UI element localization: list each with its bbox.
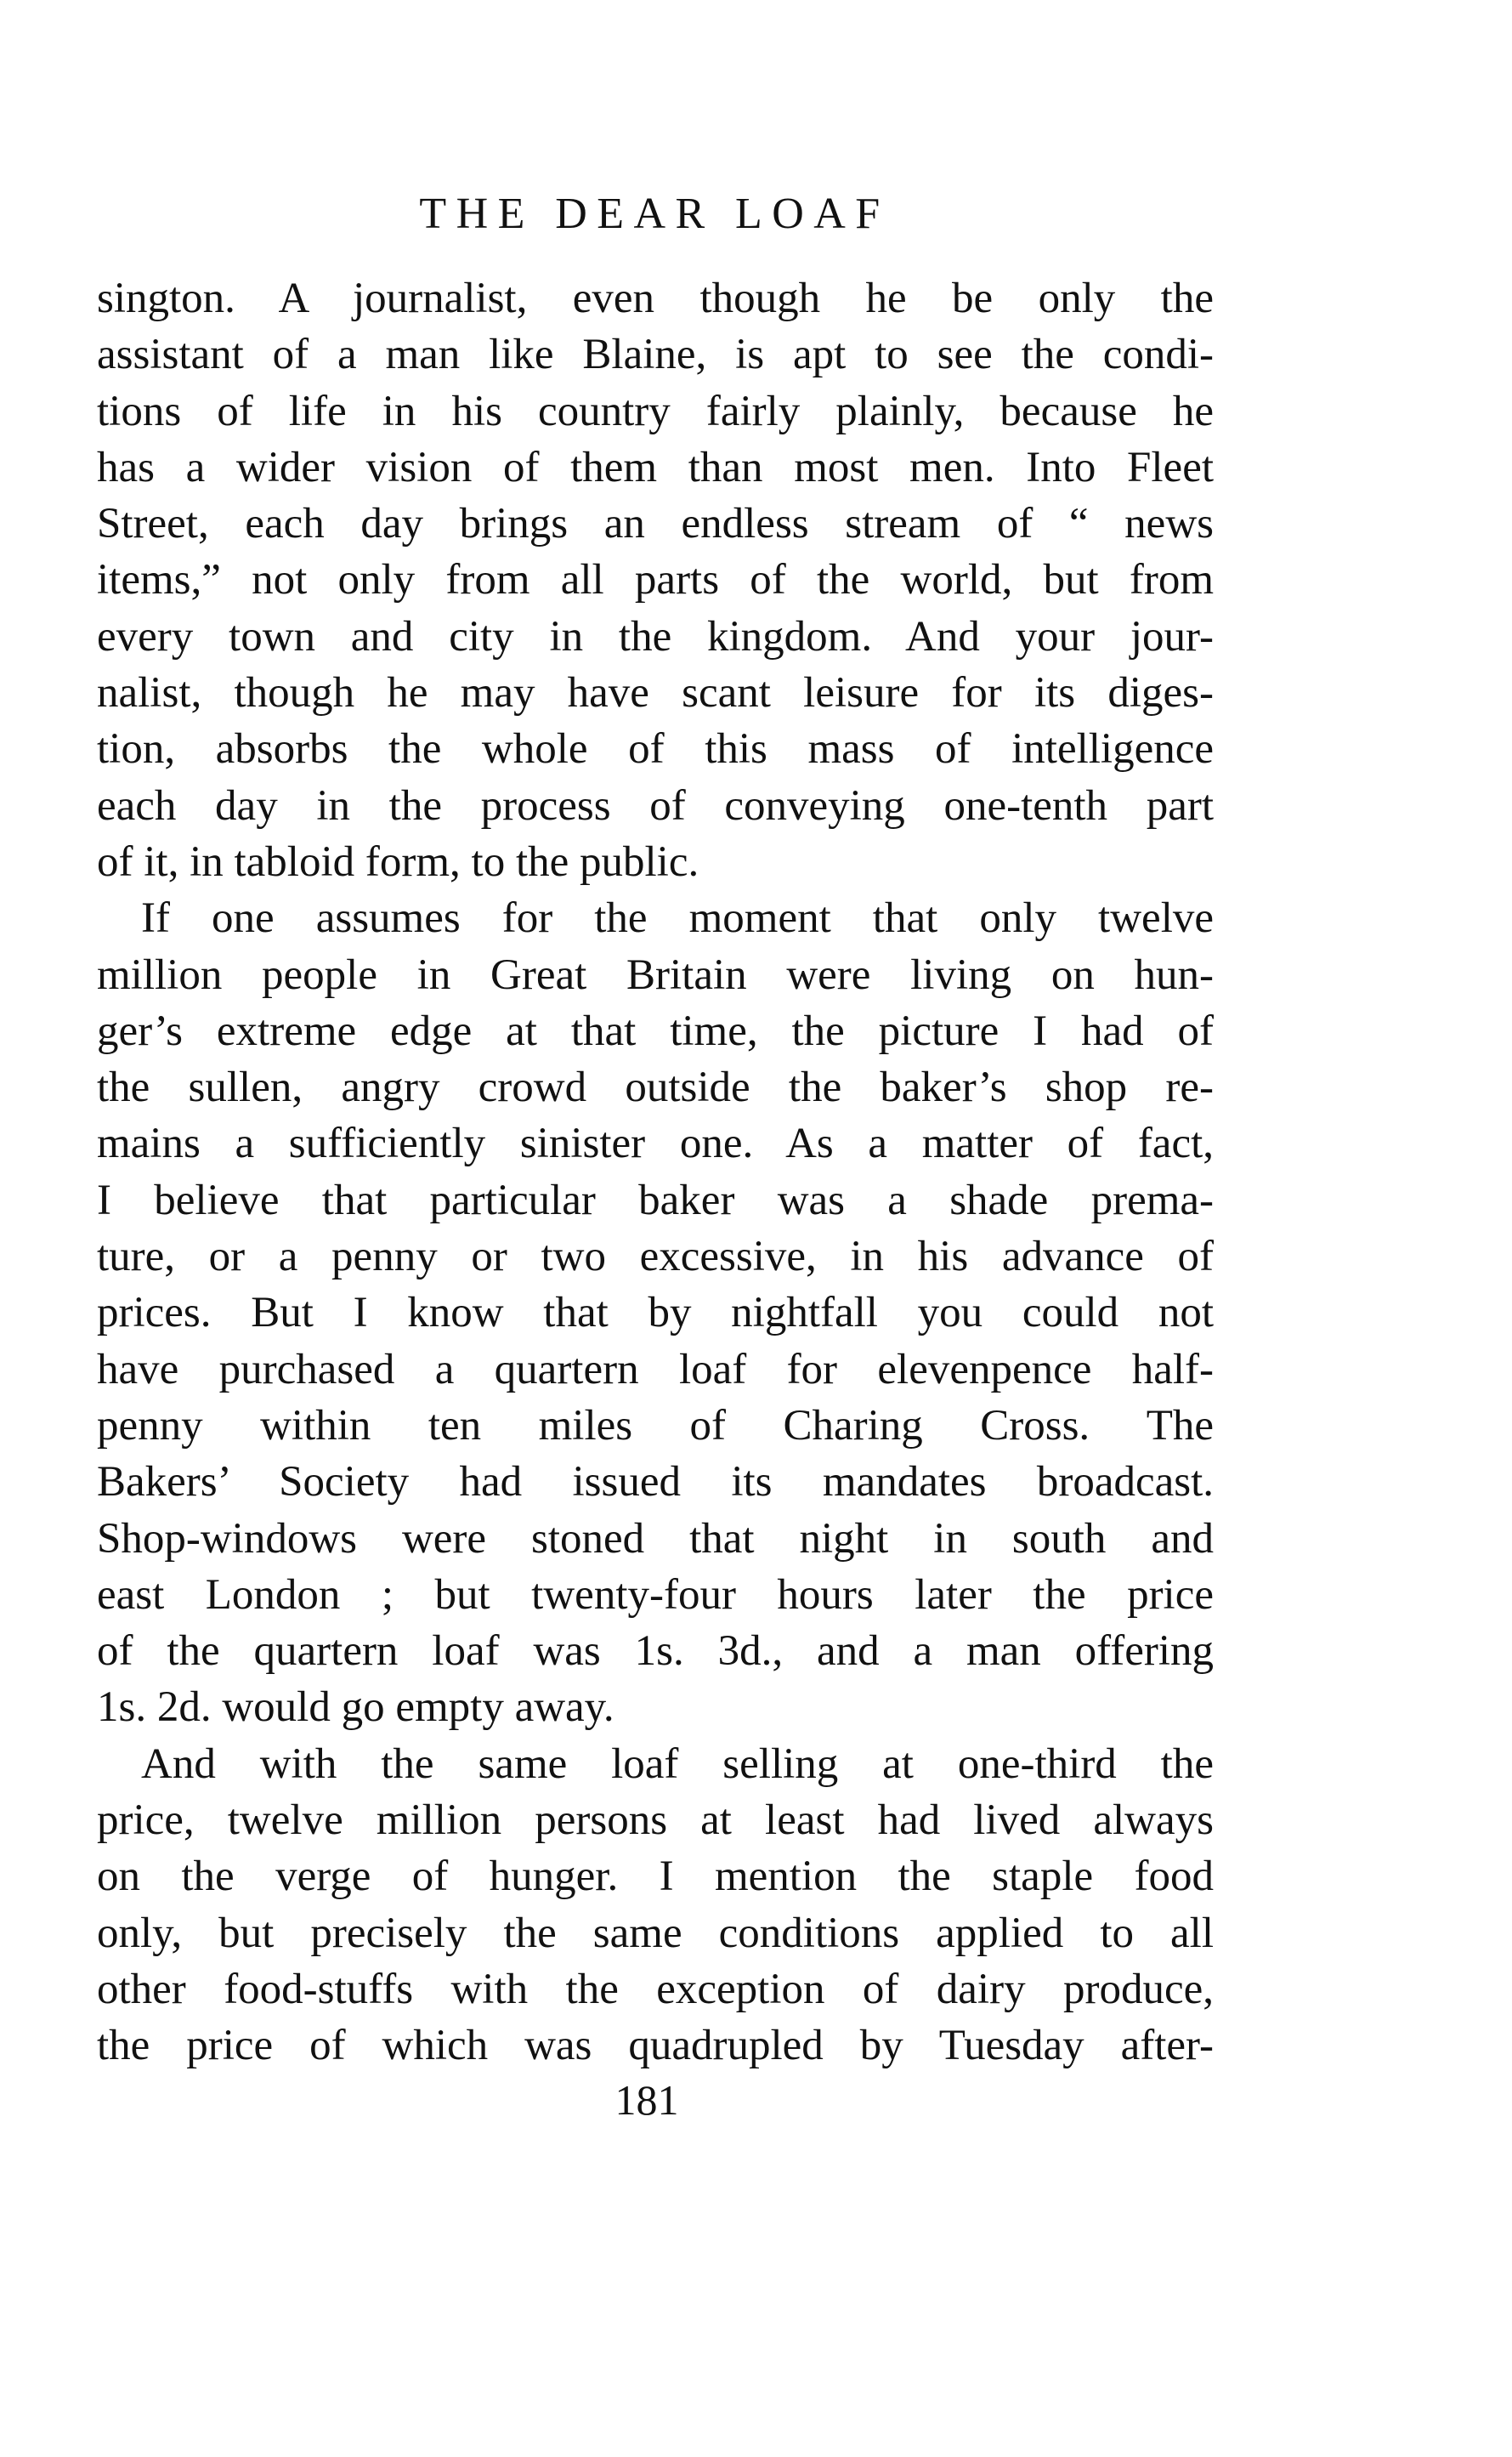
text-line: of it, in tabloid form, to the public. bbox=[97, 837, 699, 886]
text-line: Bakers’ Society had issued its mandates broadcast. bbox=[97, 1458, 1214, 1507]
text-line: assistant of a man like Blaine, is apt to see the condi- bbox=[97, 331, 1214, 379]
text-line: tion, absorbs the whole of this mass of intelligence bbox=[97, 725, 1214, 774]
text-line: And with the same loaf selling at one-third the bbox=[141, 1739, 1214, 1788]
text-line: other food-stuffs with the exception of dairy produce, bbox=[97, 1965, 1214, 2013]
running-head: THE DEAR LOAF bbox=[419, 190, 890, 238]
text-line: the sullen, angry crowd outside the baker’s shop re- bbox=[97, 1064, 1214, 1112]
text-line: sington. A journalist, even though he be only the bbox=[97, 275, 1214, 322]
text-line: has a wider vision of them than most men. Into Fleet bbox=[97, 443, 1214, 491]
text-line: have purchased a quartern loaf for elevenpence half- bbox=[97, 1345, 1214, 1393]
body-text bbox=[97, 270, 1214, 2074]
page-number: 181 bbox=[614, 2076, 679, 2124]
text-line: mains a sufficiently sinister one. As a matter of fact, bbox=[97, 1120, 1214, 1168]
text-line: price, twelve million persons at least had lived always bbox=[97, 1796, 1214, 1845]
text-line: Shop-windows were stoned that night in south and bbox=[97, 1514, 1214, 1563]
text-line: nalist, though he may have scant leisure for its diges- bbox=[97, 669, 1214, 718]
text-line: Street, each day brings an endless stream of “ news bbox=[97, 500, 1214, 548]
text-line: of the quartern loaf was 1s. 3d., and a man offering bbox=[97, 1627, 1214, 1676]
text-line: 1s. 2d. would go empty away. bbox=[97, 1683, 614, 1732]
text-line: If one assumes for the moment that only twelve bbox=[141, 894, 1214, 943]
text-line: I believe that particular baker was a shade prema- bbox=[97, 1176, 1214, 1224]
text-line: ger’s extreme edge at that time, the picture I had of bbox=[97, 1007, 1214, 1055]
text-line: each day in the process of conveying one-tenth part bbox=[97, 781, 1214, 830]
text-line: items,” not only from all parts of the world, but from bbox=[97, 556, 1214, 604]
text-line: ture, or a penny or two excessive, in his advance of bbox=[97, 1233, 1214, 1281]
text-line: tions of life in his country fairly plainly, because he bbox=[97, 387, 1214, 435]
text-line: prices. But I know that by nightfall you could not bbox=[97, 1289, 1214, 1337]
text-line: every town and city in the kingdom. And your jour- bbox=[97, 612, 1214, 661]
text-line: million people in Great Britain were living on hun- bbox=[97, 950, 1214, 999]
text-line: penny within ten miles of Charing Cross. The bbox=[97, 1401, 1214, 1450]
text-line: east London ; but twenty-four hours later the price bbox=[97, 1570, 1214, 1619]
text-line: only, but precisely the same conditions applied to all bbox=[97, 1909, 1214, 1957]
text-line: the price of which was quadrupled by Tuesday after- bbox=[97, 2022, 1214, 2070]
text-line: on the verge of hunger. I mention the staple food bbox=[97, 1853, 1214, 1901]
